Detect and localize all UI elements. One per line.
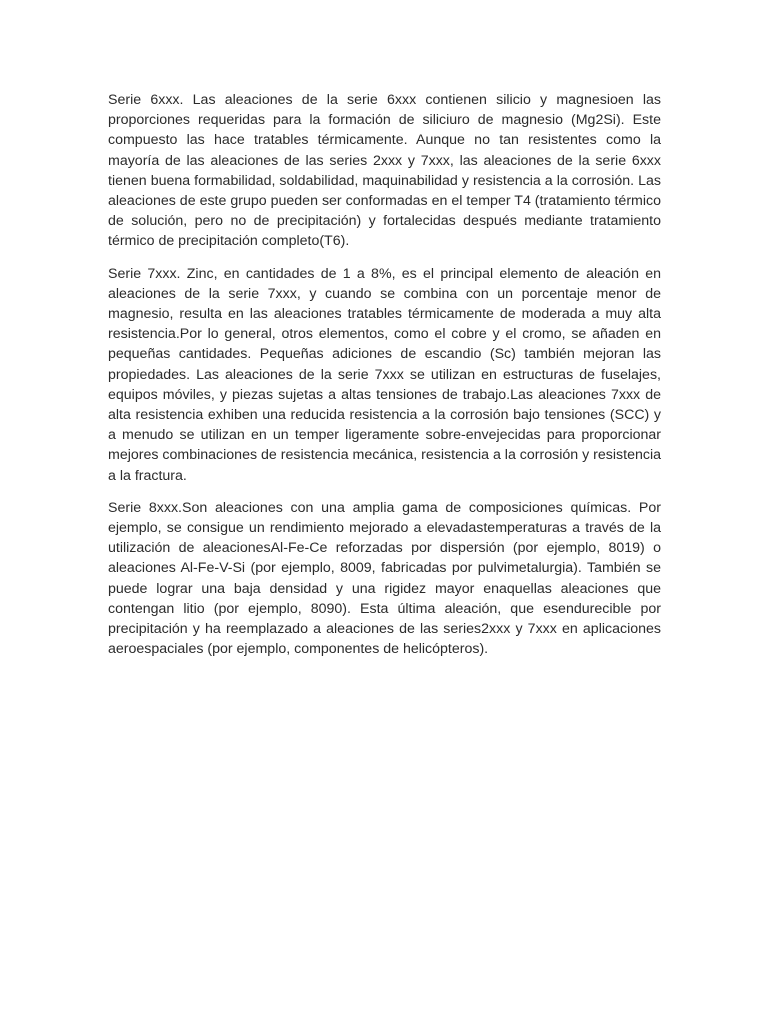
paragraph-serie-8xxx: Serie 8xxx.Son aleaciones con una amplia gama de composiciones químicas. Por ejemplo, se consigue un rendimiento mejorado a elevadastemperaturas a través de la utilización de aleacionesAl-Fe-Ce reforzadas por dispersión (por ejemplo, 8019) o aleaciones Al-Fe-V-Si (por ejemplo, 8009, fabricadas por pulvimetalurgia). También se puede lograr una baja densidad y una rigidez mayor enaquellas aleaciones que contengan litio (por ejemplo, 8090). Esta última aleación, que esendurecible por precipitación y ha reemplazado a aleaciones de las series2xxx y 7xxx en aplicaciones aeroespaciales (por ejemplo, componentes de helicópteros). xyxy=(108,499,661,658)
paragraph-serie-7xxx: Serie 7xxx. Zinc, en cantidades de 1 a 8%, es el principal elemento de aleación en aleaciones de la serie 7xxx, y cuando se combina con un porcentaje menor de magnesio, resulta en las aleaciones tratables térmicamente de moderada a muy alta resistencia.Por lo general, otros elementos, como el cobre y el cromo, se añaden en pequeñas cantidades. Pequeñas adiciones de escandio (Sc) también mejoran las propiedades. Las aleaciones de la serie 7xxx se utilizan en estructuras de fuselajes, equipos móviles, y piezas sujetas a altas tensiones de trabajo.Las aleaciones 7xxx de alta resistencia exhiben una reducida resistencia a la corrosión bajo tensiones (SCC) y a menudo se utilizan en un temper ligeramente sobre-envejecidas para proporcionar mejores combinaciones de resistencia mecánica, resistencia a la corrosión y resistencia a la fractura. xyxy=(108,265,661,484)
paragraph-serie-6xxx: Serie 6xxx. Las aleaciones de la serie 6xxx contienen silicio y magnesioen las proporciones requeridas para la formación de siliciuro de magnesio (Mg2Si). Este compuesto las hace tratables térmicamente. Aunque no tan resistentes como la mayoría de las aleaciones de las series 2xxx y 7xxx, las aleaciones de la serie 6xxx tienen buena formabilidad, soldabilidad, maquinabilidad y resistencia a la corrosión. Las aleaciones de este grupo pueden ser conformadas en el temper T4 (tratamiento térmico de solución, pero no de precipitación) y fortalecidas después mediante tratamiento térmico de precipitación completo(T6). xyxy=(108,92,661,250)
document-page xyxy=(108,90,661,671)
